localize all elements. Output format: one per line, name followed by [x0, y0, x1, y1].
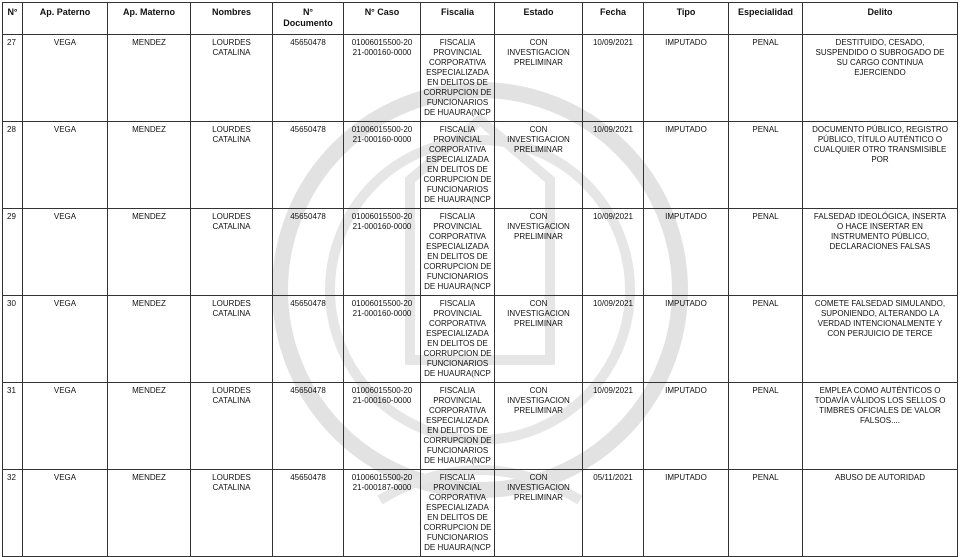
cell-fiscalia: FISCALIA PROVINCIAL CORPORATIVA ESPECIALIZADA EN DELITOS DE CORRUPCION DE FUNCIONARIOS DE HUAURA(NCP	[421, 209, 495, 296]
cell-caso: 01006015500-20 21-000160-0000	[344, 209, 421, 296]
cell-n: 31	[3, 383, 23, 470]
cell-delito: DOCUMENTO PÚBLICO, REGISTRO PÚBLICO, TÍTULO AUTÉNTICO O CUALQUIER OTRO TRANSMISIBLE POR	[803, 122, 958, 209]
cell-materno: MENDEZ	[108, 470, 191, 557]
cell-fecha: 10/09/2021	[583, 209, 644, 296]
cell-caso: 01006015500-20 21-000160-0000	[344, 296, 421, 383]
cell-nombres: LOURDES CATALINA	[191, 122, 273, 209]
cell-delito: COMETE FALSEDAD SIMULANDO, SUPONIENDO, ALTERANDO LA VERDAD INTENCIONALMENTE Y CON PERJUICIO DE TERCE	[803, 296, 958, 383]
cell-estado: CON INVESTIGACION PRELIMINAR	[495, 209, 583, 296]
cell-estado: CON INVESTIGACION PRELIMINAR	[495, 296, 583, 383]
cell-fecha: 10/09/2021	[583, 296, 644, 383]
cell-n: 30	[3, 296, 23, 383]
col-header-fecha: Fecha	[583, 3, 644, 35]
cell-especialidad: PENAL	[729, 122, 803, 209]
cell-paterno: VEGA	[23, 209, 108, 296]
header-row	[3, 3, 958, 35]
cell-tipo: IMPUTADO	[644, 470, 729, 557]
table-row	[3, 209, 958, 296]
table-row	[3, 35, 958, 122]
col-header-caso: N° Caso	[344, 3, 421, 35]
cell-estado: CON INVESTIGACION PRELIMINAR	[495, 35, 583, 122]
cell-especialidad: PENAL	[729, 296, 803, 383]
cell-n: 29	[3, 209, 23, 296]
col-header-n: N°	[3, 3, 23, 35]
cell-paterno: VEGA	[23, 122, 108, 209]
cell-fecha: 10/09/2021	[583, 35, 644, 122]
cell-especialidad: PENAL	[729, 470, 803, 557]
cell-paterno: VEGA	[23, 35, 108, 122]
cell-nombres: LOURDES CATALINA	[191, 383, 273, 470]
cell-tipo: IMPUTADO	[644, 383, 729, 470]
cell-caso: 01006015500-20 21-000187-0000	[344, 470, 421, 557]
cell-fecha: 10/09/2021	[583, 383, 644, 470]
cell-tipo: IMPUTADO	[644, 296, 729, 383]
cell-fiscalia: FISCALIA PROVINCIAL CORPORATIVA ESPECIALIZADA EN DELITOS DE CORRUPCION DE FUNCIONARIOS DE HUAURA(NCP	[421, 470, 495, 557]
cell-especialidad: PENAL	[729, 383, 803, 470]
col-header-nombres: Nombres	[191, 3, 273, 35]
table-row	[3, 122, 958, 209]
cell-paterno: VEGA	[23, 383, 108, 470]
cell-fiscalia: FISCALIA PROVINCIAL CORPORATIVA ESPECIALIZADA EN DELITOS DE CORRUPCION DE FUNCIONARIOS DE HUAURA(NCP	[421, 383, 495, 470]
cell-nombres: LOURDES CATALINA	[191, 35, 273, 122]
cell-tipo: IMPUTADO	[644, 35, 729, 122]
cell-fiscalia: FISCALIA PROVINCIAL CORPORATIVA ESPECIALIZADA EN DELITOS DE CORRUPCION DE FUNCIONARIOS DE HUAURA(NCP	[421, 296, 495, 383]
cell-materno: MENDEZ	[108, 209, 191, 296]
col-header-ap-materno: Ap. Materno	[108, 3, 191, 35]
cell-materno: MENDEZ	[108, 296, 191, 383]
col-header-estado: Estado	[495, 3, 583, 35]
col-header-tipo: Tipo	[644, 3, 729, 35]
cell-estado: CON INVESTIGACION PRELIMINAR	[495, 383, 583, 470]
cell-materno: MENDEZ	[108, 35, 191, 122]
cell-caso: 01006015500-20 21-000160-0000	[344, 383, 421, 470]
casos-table	[2, 2, 958, 557]
table-row	[3, 383, 958, 470]
cell-especialidad: PENAL	[729, 35, 803, 122]
col-header-documento: N° Documento	[273, 3, 344, 35]
cell-documento: 45650478	[273, 296, 344, 383]
cell-delito: DESTITUIDO, CESADO, SUSPENDIDO O SUBROGADO DE SU CARGO CONTINUA EJERCIENDO	[803, 35, 958, 122]
cell-caso: 01006015500-20 21-000160-0000	[344, 35, 421, 122]
cell-nombres: LOURDES CATALINA	[191, 470, 273, 557]
col-header-delito: Delito	[803, 3, 958, 35]
cell-documento: 45650478	[273, 470, 344, 557]
cell-documento: 45650478	[273, 35, 344, 122]
cell-n: 27	[3, 35, 23, 122]
cell-materno: MENDEZ	[108, 122, 191, 209]
cell-materno: MENDEZ	[108, 383, 191, 470]
cell-documento: 45650478	[273, 122, 344, 209]
table-row	[3, 470, 958, 557]
cell-delito: EMPLEA COMO AUTÉNTICOS O TODAVÍA VÁLIDOS LOS SELLOS O TIMBRES OFICIALES DE VALOR FALSOS....	[803, 383, 958, 470]
col-header-fiscalia: Fiscalia	[421, 3, 495, 35]
cell-estado: CON INVESTIGACION PRELIMINAR	[495, 470, 583, 557]
col-header-especialidad: Especialidad	[729, 3, 803, 35]
cell-tipo: IMPUTADO	[644, 122, 729, 209]
table-row	[3, 296, 958, 383]
cell-documento: 45650478	[273, 209, 344, 296]
cell-n: 28	[3, 122, 23, 209]
cell-fecha: 05/11/2021	[583, 470, 644, 557]
cell-paterno: VEGA	[23, 470, 108, 557]
cell-estado: CON INVESTIGACION PRELIMINAR	[495, 122, 583, 209]
cell-n: 32	[3, 470, 23, 557]
cell-tipo: IMPUTADO	[644, 209, 729, 296]
cell-fiscalia: FISCALIA PROVINCIAL CORPORATIVA ESPECIALIZADA EN DELITOS DE CORRUPCION DE FUNCIONARIOS DE HUAURA(NCP	[421, 122, 495, 209]
cell-delito: FALSEDAD IDEOLÓGICA, INSERTA O HACE INSERTAR EN INSTRUMENTO PÚBLICO, DECLARACIONES FALSAS	[803, 209, 958, 296]
cell-paterno: VEGA	[23, 296, 108, 383]
cell-caso: 01006015500-20 21-000160-0000	[344, 122, 421, 209]
cell-fiscalia: FISCALIA PROVINCIAL CORPORATIVA ESPECIALIZADA EN DELITOS DE CORRUPCION DE FUNCIONARIOS DE HUAURA(NCP	[421, 35, 495, 122]
cell-nombres: LOURDES CATALINA	[191, 209, 273, 296]
cell-fecha: 10/09/2021	[583, 122, 644, 209]
cell-delito: ABUSO DE AUTORIDAD	[803, 470, 958, 557]
col-header-ap-paterno: Ap. Paterno	[23, 3, 108, 35]
cell-nombres: LOURDES CATALINA	[191, 296, 273, 383]
cell-especialidad: PENAL	[729, 209, 803, 296]
cell-documento: 45650478	[273, 383, 344, 470]
